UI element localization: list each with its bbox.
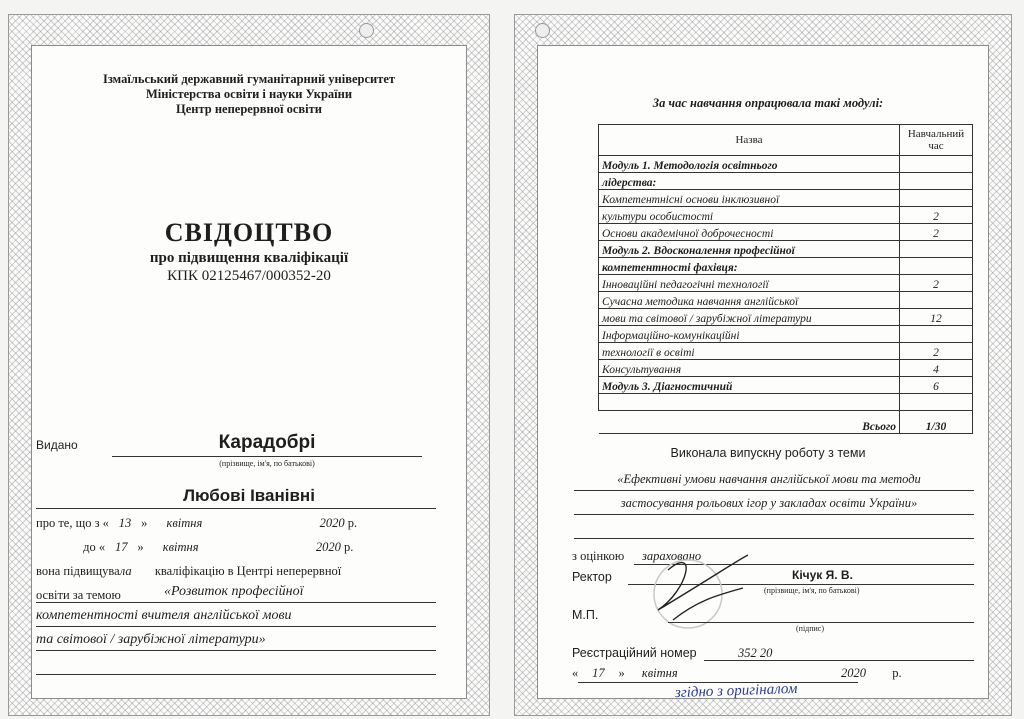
from-prefix: про те, що з « — [36, 516, 109, 530]
rule — [36, 674, 436, 675]
module-name: Сучасна методика навчання англійської — [599, 292, 900, 309]
passed-text: вона підвищува — [36, 564, 120, 578]
total-row — [599, 411, 973, 434]
quote: » — [141, 516, 148, 530]
certificate-number: КПК 02125467/000352-20 — [167, 268, 331, 284]
right-page-frame — [537, 45, 989, 699]
to-day: 17 — [115, 540, 128, 554]
rule — [36, 602, 436, 603]
module-row — [599, 224, 973, 241]
module-hours — [900, 394, 973, 411]
left-page-frame — [31, 45, 467, 699]
module-row — [599, 241, 973, 258]
hours-header-line: Навчальний — [907, 128, 965, 140]
module-row — [599, 394, 973, 411]
module-row — [599, 173, 973, 190]
rule — [704, 660, 974, 661]
given-names: Любові Іванівні — [183, 486, 315, 505]
handwritten-note: згідно з оригіналом — [674, 680, 798, 702]
certificate-subtitle: про підвищення кваліфікації — [149, 250, 349, 266]
module-name: мови та світової / зарубіжної літератури — [599, 309, 900, 326]
thesis-label: Виконала випускну роботу з теми — [670, 446, 866, 460]
modules-table — [598, 124, 973, 434]
topic-line: компетентності вчителя англійської мови — [36, 608, 292, 623]
module-name: Інноваційні педагогічні технології — [599, 275, 900, 292]
period-from — [36, 516, 357, 531]
total-label: Всього — [599, 411, 900, 434]
module-name: Основи академічної доброчесності — [599, 224, 900, 241]
grade-value: зараховано — [642, 549, 702, 563]
module-row — [599, 326, 973, 343]
rector-caption: (прізвище, ім'я, по батькові) — [764, 586, 860, 595]
date-suffix: р. — [892, 666, 902, 680]
stamp-circle — [654, 560, 722, 628]
year-suffix: р. — [344, 540, 354, 554]
topic-label: освіти за темою — [36, 588, 121, 602]
module-row — [599, 156, 973, 173]
module-name: Модуль 2. Вдосконалення професійної — [599, 241, 900, 258]
topic-line: «Розвиток професійної — [164, 584, 304, 599]
thesis-line: застосування рольових ігор у закладах освіти України» — [620, 496, 918, 510]
rector-label: Ректор — [572, 570, 612, 584]
surname-line — [112, 456, 422, 457]
module-row — [599, 343, 973, 360]
quote: » — [618, 666, 625, 680]
certificate-right-page — [514, 14, 1012, 716]
name-caption: (прізвище, ім'я, по батькові) — [219, 459, 315, 468]
module-name: Компетентнісні основи інклюзивної — [599, 190, 900, 207]
total-value: 1/30 — [900, 411, 973, 434]
header-line: Міністерства освіти і науки України — [145, 87, 353, 101]
topic-line: та світової / зарубіжної літератури» — [36, 632, 266, 647]
header-line: Центр неперервної освіти — [176, 102, 322, 116]
module-name: Інформаційно-комунікаційні — [599, 326, 900, 343]
year-suffix: р. — [347, 516, 358, 530]
module-name: Модуль 3. Діагностичний — [599, 377, 900, 394]
table-header-row — [599, 125, 973, 156]
rule — [36, 650, 436, 651]
quote: « — [572, 666, 579, 680]
module-hours: 2 — [900, 207, 973, 224]
module-row — [599, 377, 973, 394]
module-row — [599, 275, 973, 292]
module-hours — [900, 156, 973, 173]
passed-ending: ла — [119, 564, 132, 578]
module-hours: 4 — [900, 360, 973, 377]
issued-label: Видано — [36, 438, 78, 452]
module-row — [599, 190, 973, 207]
module-name — [599, 394, 900, 411]
rector-name: Кічук Я. В. — [792, 568, 853, 582]
module-row — [599, 292, 973, 309]
module-hours: 2 — [900, 224, 973, 241]
date-month: квітня — [641, 666, 678, 680]
date-year: 2020 — [841, 666, 866, 680]
module-hours — [900, 190, 973, 207]
qualification-line — [36, 564, 341, 579]
surname: Карадобрі — [218, 432, 316, 453]
module-row — [599, 207, 973, 224]
module-hours: 12 — [900, 309, 973, 326]
quote: » — [137, 540, 144, 554]
registration-label: Реєстраційний номер — [572, 646, 697, 660]
module-name: компетентності фахівця: — [599, 258, 900, 275]
thesis-line: «Ефективні умови навчання англійської мови та методи — [617, 472, 921, 486]
module-name: культури особистості — [599, 207, 900, 224]
header-line: Ізмаїльський державний гуманітарний університет — [102, 72, 396, 86]
module-row — [599, 309, 973, 326]
to-year: 2020 — [315, 540, 341, 554]
seal-label: М.П. — [572, 608, 599, 622]
certificate-left-page — [8, 14, 490, 716]
rule — [668, 622, 974, 623]
module-row — [599, 360, 973, 377]
module-name: технології в освіті — [599, 343, 900, 360]
from-day: 13 — [118, 516, 132, 530]
from-year: 2020 — [319, 516, 345, 530]
module-row — [599, 258, 973, 275]
passed-text-b: кваліфікацію в Центрі неперервної — [154, 564, 342, 578]
module-hours — [900, 258, 973, 275]
module-hours — [900, 173, 973, 190]
column-header-name: Назва — [599, 125, 900, 156]
module-hours — [900, 326, 973, 343]
module-hours — [900, 292, 973, 309]
module-name: Консультування — [599, 360, 900, 377]
binder-hole — [535, 23, 550, 38]
to-prefix: до « — [83, 540, 106, 554]
grade-label: з оцінкою — [572, 549, 625, 563]
modules-heading: За час навчання опрацювала такі модулі: — [652, 96, 884, 110]
to-month: квітня — [162, 540, 199, 554]
module-hours: 2 — [900, 343, 973, 360]
rule — [574, 538, 974, 539]
stamp-and-signature-image — [628, 550, 758, 630]
period-to — [36, 540, 353, 555]
certificate-title: СВІДОЦТВО — [164, 218, 334, 247]
registration-number: 352 20 — [738, 646, 773, 660]
hours-header-line: час — [928, 140, 944, 152]
column-header-hours — [900, 125, 973, 156]
issue-date — [572, 666, 902, 681]
module-hours — [900, 241, 973, 258]
rule — [574, 490, 974, 491]
signature-caption: (підпис) — [796, 624, 825, 633]
rule — [574, 514, 974, 515]
given-names-line — [36, 508, 436, 509]
module-name: Модуль 1. Методологія освітнього — [599, 156, 900, 173]
date-day: 17 — [592, 666, 605, 680]
module-hours: 2 — [900, 275, 973, 292]
module-name: лідерства: — [599, 173, 900, 190]
module-hours: 6 — [900, 377, 973, 394]
university-header — [32, 72, 466, 117]
from-month: квітня — [166, 516, 203, 530]
rule — [36, 626, 436, 627]
binder-hole — [359, 23, 374, 38]
